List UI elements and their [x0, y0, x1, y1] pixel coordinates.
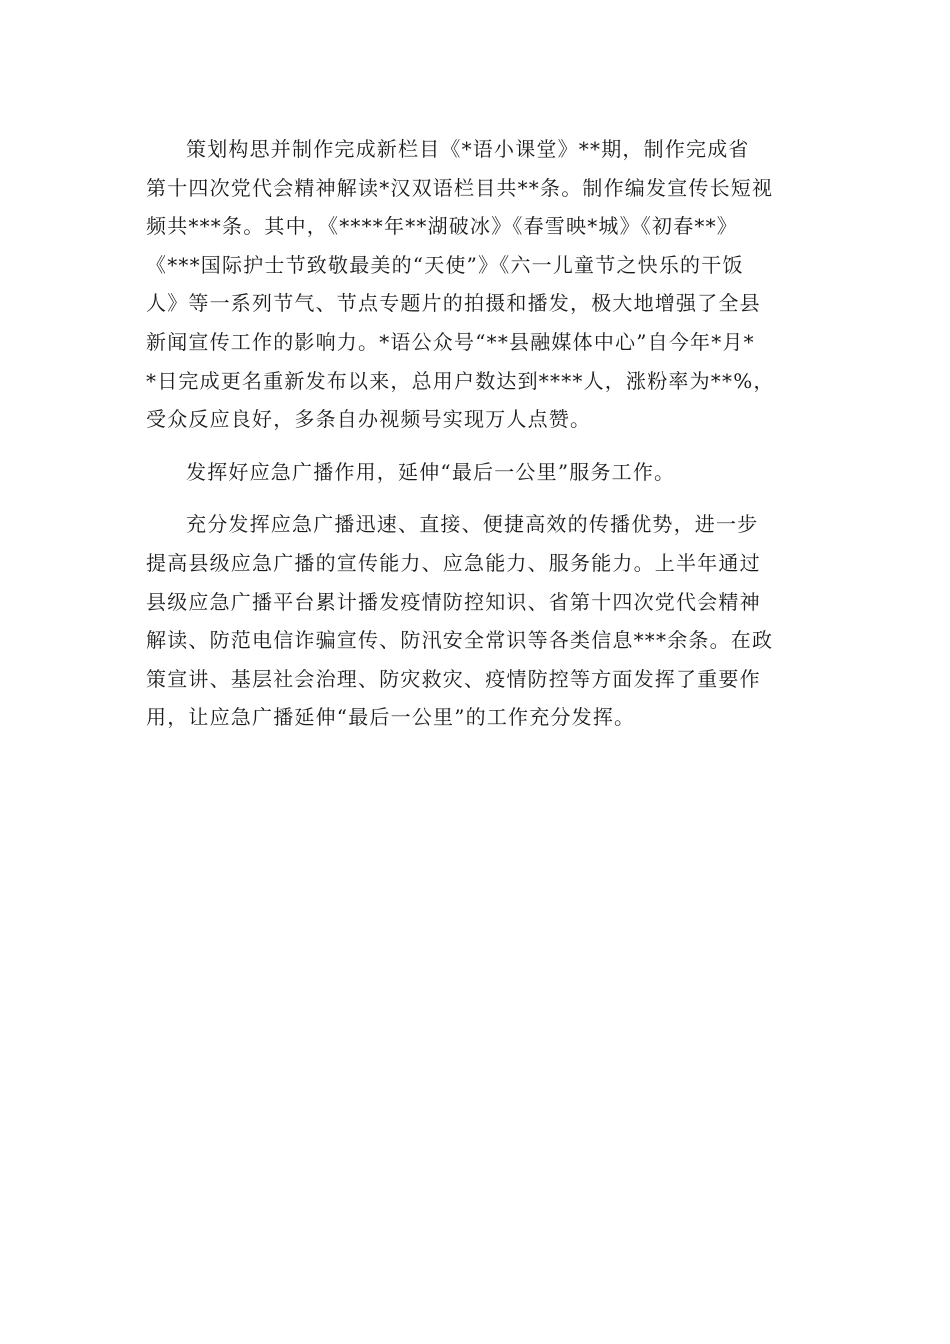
text-line: 用，让应急广播延伸“最后一公里”的工作充分发挥。: [146, 705, 636, 730]
text-line: 提高县级应急广播的宣传能力、应急能力、服务能力。上半年通过: [146, 550, 761, 575]
text-line: 新闻宣传工作的影响力。*语公众号“**县融媒体中心”自今年*月*: [146, 329, 755, 354]
paragraph-emergency-broadcast: [146, 505, 806, 737]
text-line: 受众反应良好，多条自办视频号实现万人点赞。: [146, 407, 592, 432]
text-line: 第十四次党代会精神解读*汉双语栏目共**条。制作编发宣传长短视: [146, 175, 774, 200]
text-line: 策宣讲、基层社会治理、防灾救灾、疫情防控等方面发挥了重要作: [146, 666, 761, 691]
text-line: 发挥好应急广播作用，延伸“最后一公里”服务工作。: [186, 459, 676, 484]
document-body: [146, 130, 806, 737]
text-line: 策划构思并制作完成新栏目《*语小课堂》**期，制作完成省: [186, 137, 750, 161]
text-line: 人》等一系列节气、节点专题片的拍摄和播发，极大地增强了全县: [146, 291, 761, 316]
paragraph-emergency-heading: [146, 453, 806, 492]
text-line: 县级应急广播平台累计播发疫情防控知识、省第十四次党代会精神: [146, 589, 761, 614]
text-line: 解读、防范电信诈骗宣传、防汛安全常识等各类信息***余条。在政: [146, 628, 774, 653]
text-line: 《***国际护士节致敬最美的“天使”》《六一儿童节之快乐的干饭: [146, 252, 744, 277]
text-line: 频共***条。其中，《****年**湖破冰》《春雪映*城》《初春**》: [146, 214, 738, 239]
paragraph-media-production: [146, 130, 806, 439]
text-line: *日完成更名重新发布以来，总用户数达到****人，涨粉率为**%，: [146, 368, 775, 393]
text-line: 充分发挥应急广播迅速、直接、便捷高效的传播优势，进一步: [186, 512, 759, 537]
